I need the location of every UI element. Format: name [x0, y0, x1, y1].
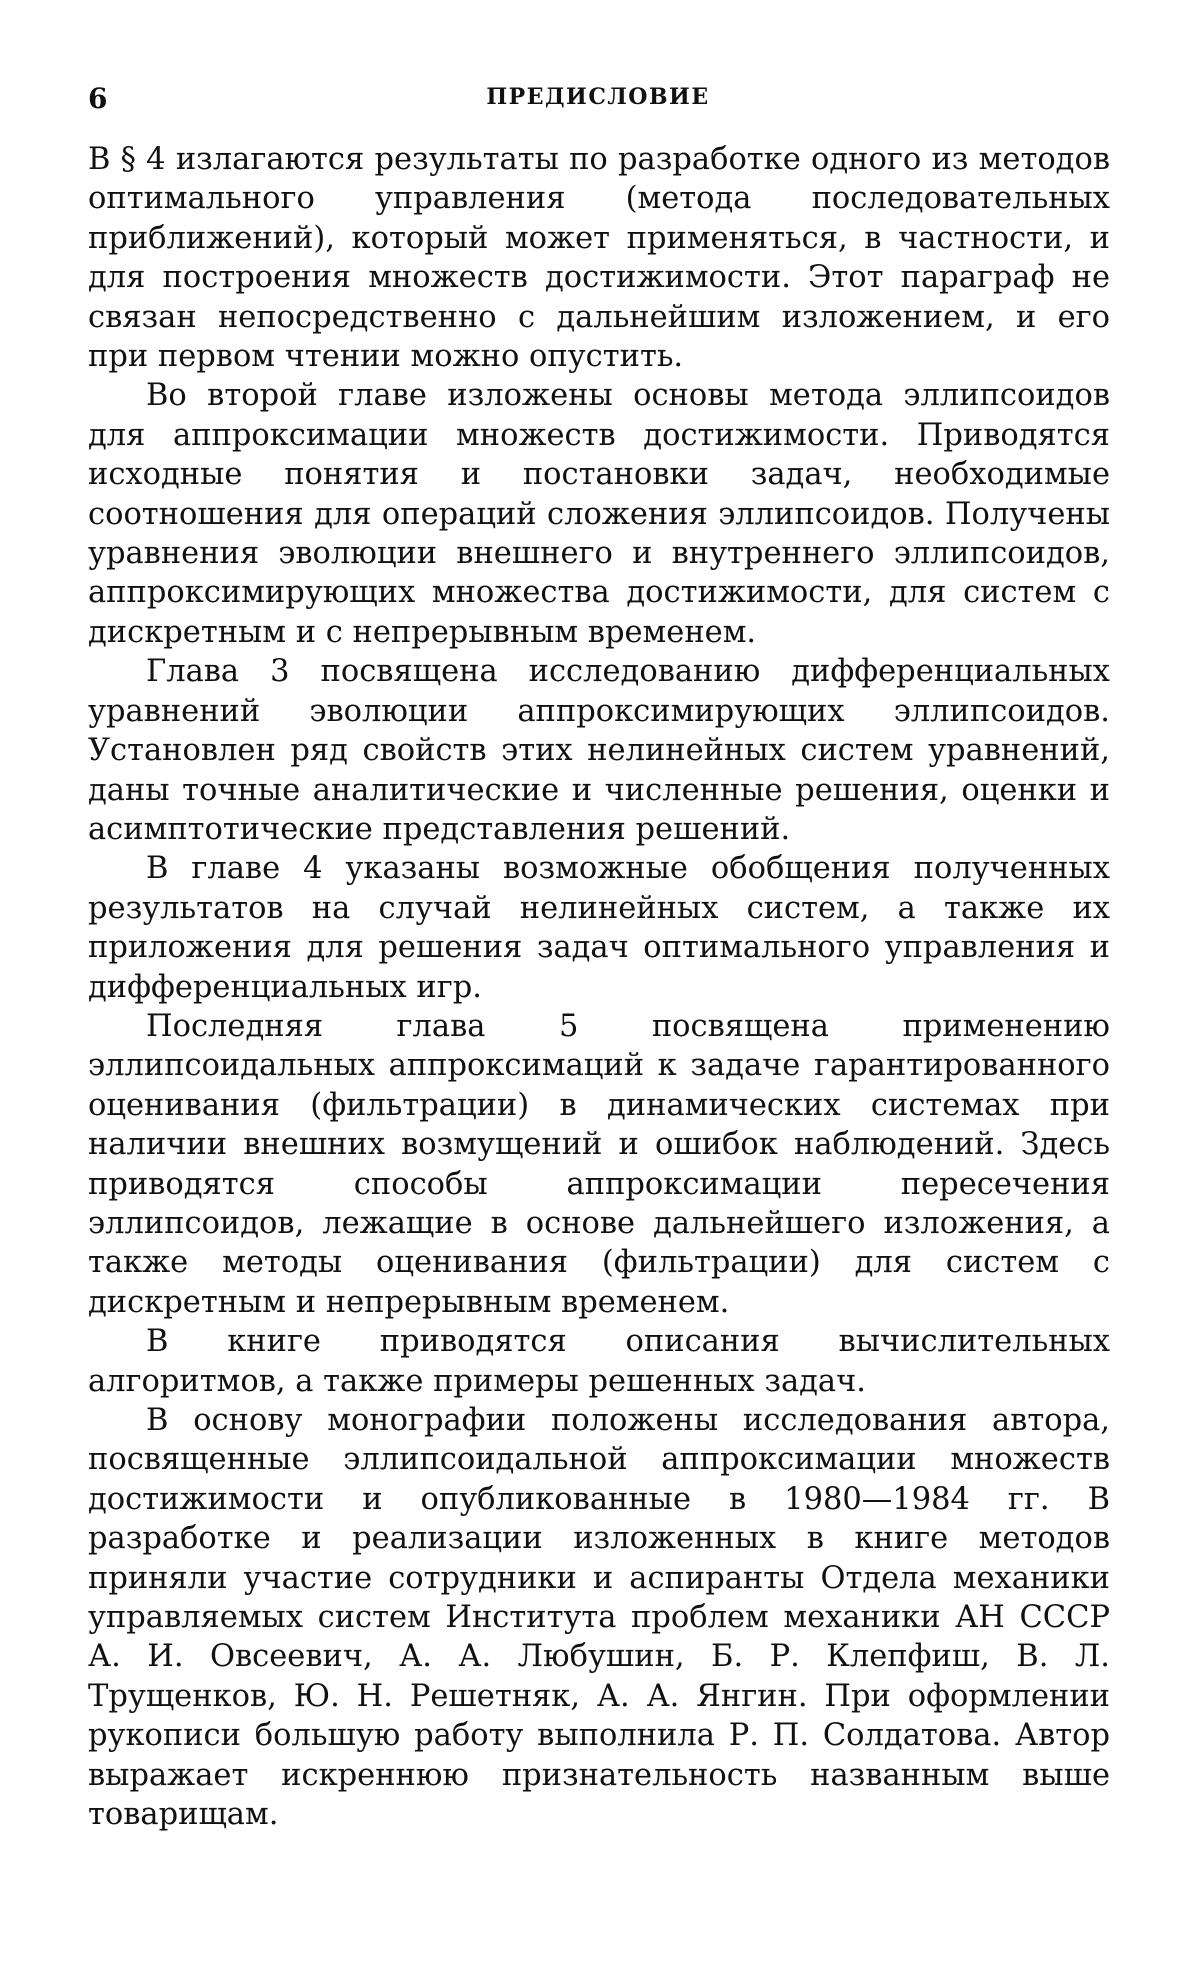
paragraph-4: В главе 4 указаны возможные обобщения полученных результатов на случай нелинейных систем, а также их приложения для решения задач оптимального управления и дифференциальных игр.	[88, 851, 1110, 1005]
paragraph-3: Глава 3 посвящена исследованию дифференциальных уравнений эволюции аппроксимирующих эллипсоидов. Установлен ряд свойств этих нелинейных систем уравнений, даны точные аналитические и численные решения, оценки и асимптотические представления решений.	[88, 654, 1110, 847]
paragraph-6: В книге приводятся описания вычислительных алгоритмов, а также примеры решенных задач.	[88, 1324, 1110, 1399]
paragraph-7: В основу монографии положены исследования автора, посвященные эллипсоидальной аппроксимации множеств достижимости и опубликованные в 1980—1984 гг. В разработке и реализации изложенных в книге методов приняли участие сотрудники и аспиранты Отдела механики управляемых систем Института проблем механики АН СССР А. И. Овсеевич, А. А. Любушин, Б. Р. Клепфиш, В. Л. Трущенков, Ю. Н. Решетняк, А. А. Янгин. При оформлении рукописи большую работу выполнила Р. П. Солдатова. Автор выражает искреннюю признательность названным выше товарищам.	[88, 1403, 1110, 1833]
page-number: 6	[88, 82, 108, 115]
paragraph-5: Последняя глава 5 посвящена применению эллипсоидальных аппроксимаций к задаче гарантированного оценивания (фильтрации) в динамических системах при наличии внешних возмущений и ошибок наблюдений. Здесь приводятся способы аппроксимации пересечения эллипсоидов, лежащие в основе дальнейшего изложения, а также методы оценивания (фильтрации) для систем с дискретным и непрерывным временем.	[88, 1008, 1110, 1320]
paragraph-1: В § 4 излагаются результаты по разработке одного из методов оптимального управления (метода последовательных приближений), который может применяться, в частности, и для построения множеств достижимости. Этот параграф не связан непосредственно с дальнейшим изложением, и его при первом чтении можно опустить.	[88, 142, 1110, 375]
page-header	[88, 82, 1108, 118]
body-text	[88, 140, 1110, 1834]
paragraph-2: Во второй главе изложены основы метода эллипсоидов для аппроксимации множеств достижимости. Приводятся исходные понятия и постановки задач, необходимые соотношения для операций сложения эллипсоидов. Получены уравнения эволюции внешнего и внутреннего эллипсоидов, аппроксимирующих множества достижимости, для систем с дискретным и с непрерывным временем.	[88, 378, 1110, 650]
running-title: ПРЕДИСЛОВИЕ	[486, 84, 710, 110]
